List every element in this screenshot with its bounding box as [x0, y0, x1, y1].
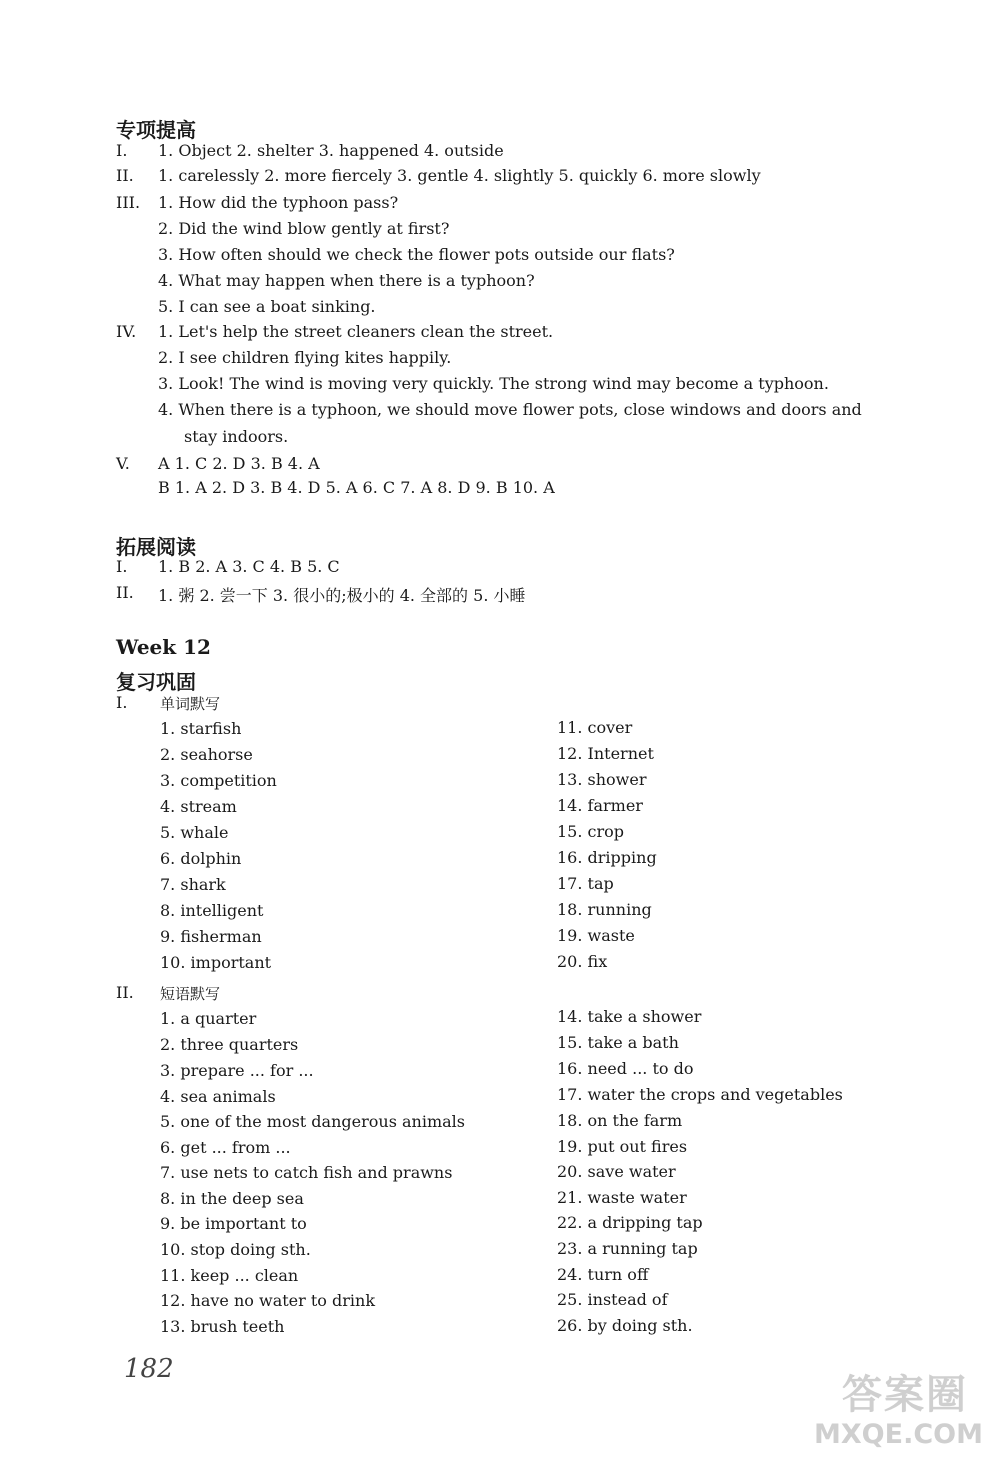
phrase-item: 16. need ... to do — [557, 1059, 694, 1078]
phrase-item: 22. a dripping tap — [557, 1213, 703, 1232]
answer-line: 1. Object 2. shelter 3. happened 4. outside — [158, 141, 504, 160]
word-item: 11. cover — [557, 718, 633, 737]
phrase-item: 19. put out fires — [557, 1137, 688, 1156]
answer-line: 1. carelessly 2. more fiercely 3. gentle 4. slightly 5. quickly 6. more slowly — [158, 166, 761, 185]
word-item: 16. dripping — [557, 848, 657, 867]
phrase-item: 24. turn off — [557, 1265, 649, 1284]
phrase-item: 5. one of the most dangerous animals — [160, 1112, 465, 1131]
phrase-item: 20. save water — [557, 1162, 676, 1181]
watermark-url: MXQE.COM — [814, 1419, 983, 1450]
week-title: Week 12 — [116, 635, 211, 659]
phrase-item: 6. get ... from ... — [160, 1138, 291, 1157]
watermark-logo — [814, 1361, 982, 1461]
phrase-item: 21. waste water — [557, 1188, 687, 1207]
answer-line: stay indoors. — [184, 427, 289, 446]
roman-numeral: II. — [116, 166, 134, 185]
roman-numeral: V. — [116, 454, 130, 473]
word-item: 1. starfish — [160, 719, 242, 738]
word-item: 14. farmer — [557, 796, 643, 815]
roman-numeral: I. — [116, 557, 128, 576]
phrase-item: 23. a running tap — [557, 1239, 698, 1258]
word-item: 17. tap — [557, 874, 614, 893]
phrase-item: 8. in the deep sea — [160, 1189, 304, 1208]
answer-line: B 1. A 2. D 3. B 4. D 5. A 6. C 7. A 8. D 9. B 10. A — [158, 478, 555, 497]
word-item: 18. running — [557, 900, 652, 919]
word-item: 19. waste — [557, 926, 635, 945]
answer-line: 1. B 2. A 3. C 4. B 5. C — [158, 557, 340, 576]
answer-line: 4. What may happen when there is a typhoon? — [158, 271, 535, 290]
word-item: 9. fisherman — [160, 927, 262, 946]
word-item: 2. seahorse — [160, 745, 253, 764]
word-item: 10. important — [160, 953, 272, 972]
phrase-item: 25. instead of — [557, 1290, 668, 1309]
roman-numeral: II. — [116, 583, 134, 602]
answer-line: 1. Let's help the street cleaners clean the street. — [158, 322, 554, 341]
answer-line: 1. How did the typhoon pass? — [158, 193, 399, 212]
phrase-item: 10. stop doing sth. — [160, 1240, 311, 1259]
answer-line: A 1. C 2. D 3. B 4. A — [158, 454, 320, 473]
section-heading-reading: 拓展阅读 — [116, 535, 196, 559]
subsection-label: 短语默写 — [160, 985, 221, 1003]
word-item: 12. Internet — [557, 744, 654, 763]
roman-numeral: IV. — [116, 322, 137, 341]
subsection-label: 单词默写 — [160, 695, 221, 713]
answer-line: 4. When there is a typhoon, we should move flower pots, close windows and doors and — [158, 400, 862, 419]
word-item: 20. fix — [557, 952, 608, 971]
roman-numeral: I. — [116, 141, 128, 160]
word-item: 15. crop — [557, 822, 625, 841]
word-item: 13. shower — [557, 770, 647, 789]
word-item: 8. intelligent — [160, 901, 264, 920]
word-item: 7. shark — [160, 875, 226, 894]
word-item: 6. dolphin — [160, 849, 242, 868]
phrase-item: 14. take a shower — [557, 1007, 702, 1026]
phrase-item: 3. prepare ... for ... — [160, 1061, 314, 1080]
phrase-item: 17. water the crops and vegetables — [557, 1085, 843, 1104]
phrase-item: 2. three quarters — [160, 1035, 299, 1054]
phrase-item: 7. use nets to catch fish and prawns — [160, 1163, 453, 1182]
phrase-item: 13. brush teeth — [160, 1317, 285, 1336]
roman-numeral: III. — [116, 193, 141, 212]
roman-numeral: I. — [116, 693, 128, 712]
phrase-item: 18. on the farm — [557, 1111, 683, 1130]
answer-line: 3. How often should we check the flower pots outside our flats? — [158, 245, 675, 264]
phrase-item: 12. have no water to drink — [160, 1291, 376, 1310]
answer-line: 1. 粥 2. 尝一下 3. 很小的;极小的 4. 全部的 5. 小睡 — [158, 586, 526, 605]
answer-line: 3. Look! The wind is moving very quickly. The strong wind may become a typhoon. — [158, 374, 829, 393]
phrase-item: 26. by doing sth. — [557, 1316, 693, 1335]
word-item: 5. whale — [160, 823, 229, 842]
section-heading-improvement: 专项提高 — [116, 118, 196, 142]
roman-numeral: II. — [116, 983, 134, 1002]
answer-line: 2. I see children flying kites happily. — [158, 348, 452, 367]
phrase-item: 1. a quarter — [160, 1009, 257, 1028]
phrase-item: 4. sea animals — [160, 1087, 276, 1106]
word-item: 4. stream — [160, 797, 237, 816]
page-number: 182 — [124, 1354, 174, 1384]
word-item: 3. competition — [160, 771, 277, 790]
phrase-item: 11. keep ... clean — [160, 1266, 299, 1285]
phrase-item: 9. be important to — [160, 1214, 307, 1233]
phrase-item: 15. take a bath — [557, 1033, 679, 1052]
watermark-text: 答案圈 — [842, 1372, 968, 1418]
section-heading-review: 复习巩固 — [116, 670, 196, 694]
answer-line: 5. I can see a boat sinking. — [158, 297, 376, 316]
answer-line: 2. Did the wind blow gently at first? — [158, 219, 450, 238]
